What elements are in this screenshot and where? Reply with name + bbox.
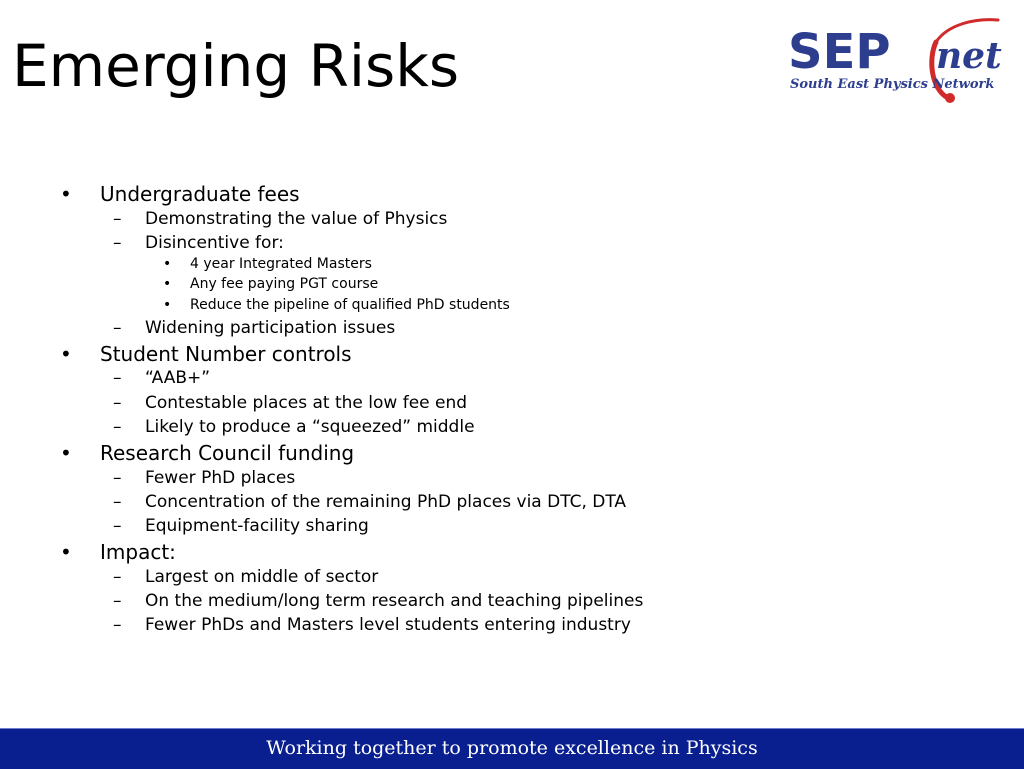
bullet-mark: • [163, 297, 172, 313]
sub-bullet-label: Concentration of the remaining PhD places via DTC, DTA [145, 492, 627, 512]
sub-bullet-label: Widening participation issues [145, 318, 396, 338]
sub-bullet-label: Equipment-facility sharing [145, 516, 369, 536]
bullet-label: Undergraduate fees [100, 182, 300, 206]
bullet-mark: • [60, 441, 72, 465]
slide-title: Emerging Risks [12, 32, 460, 100]
sub-sub-bullet-label: Any fee paying PGT course [190, 276, 379, 292]
dash-mark: – [113, 615, 122, 635]
sub-sub-bullet-label: 4 year Integrated Masters [190, 256, 372, 272]
sub-bullet-label: Disincentive for: [145, 233, 284, 253]
sub-bullet-label: Likely to produce a “squeezed” middle [145, 417, 475, 437]
dash-mark: – [113, 209, 122, 229]
dash-mark: – [113, 368, 122, 388]
bullet-mark: • [60, 342, 72, 366]
dash-mark: – [113, 233, 122, 253]
footer-bar [0, 728, 1024, 769]
sub-bullet-label: Largest on middle of sector [145, 567, 379, 587]
sub-bullet-label: “AAB+” [145, 368, 211, 388]
sub-sub-bullet-label: Reduce the pipeline of qualified PhD students [190, 297, 510, 313]
dash-mark: – [113, 417, 122, 437]
logo-tagline: South East Physics Network [790, 77, 995, 92]
bullet-mark: • [163, 256, 172, 272]
sub-bullet-label: Fewer PhD places [145, 468, 296, 488]
dash-mark: – [113, 393, 122, 413]
dash-mark: – [113, 492, 122, 512]
bullet-label: Research Council funding [100, 441, 355, 465]
footer-text: Working together to promote excellence in Physics [266, 737, 758, 759]
logo-brand-net: net [936, 35, 1002, 77]
sepnet-logo [786, 14, 1006, 108]
bullet-label: Impact: [100, 540, 176, 564]
sub-bullet-label: Contestable places at the low fee end [145, 393, 468, 413]
dash-mark: – [113, 591, 122, 611]
sub-bullet-label: Demonstrating the value of Physics [145, 209, 448, 229]
bullet-mark: • [60, 182, 72, 206]
logo-brand-main: SEP [788, 24, 891, 80]
dash-mark: – [113, 567, 122, 587]
sub-bullet-label: Fewer PhDs and Masters level students entering industry [145, 615, 631, 635]
bullet-mark: • [60, 540, 72, 564]
dash-mark: – [113, 516, 122, 536]
sub-bullet-label: On the medium/long term research and teaching pipelines [145, 591, 644, 611]
dash-mark: – [113, 318, 122, 338]
dash-mark: – [113, 468, 122, 488]
bullet-label: Student Number controls [100, 342, 352, 366]
bullet-mark: • [163, 276, 172, 292]
